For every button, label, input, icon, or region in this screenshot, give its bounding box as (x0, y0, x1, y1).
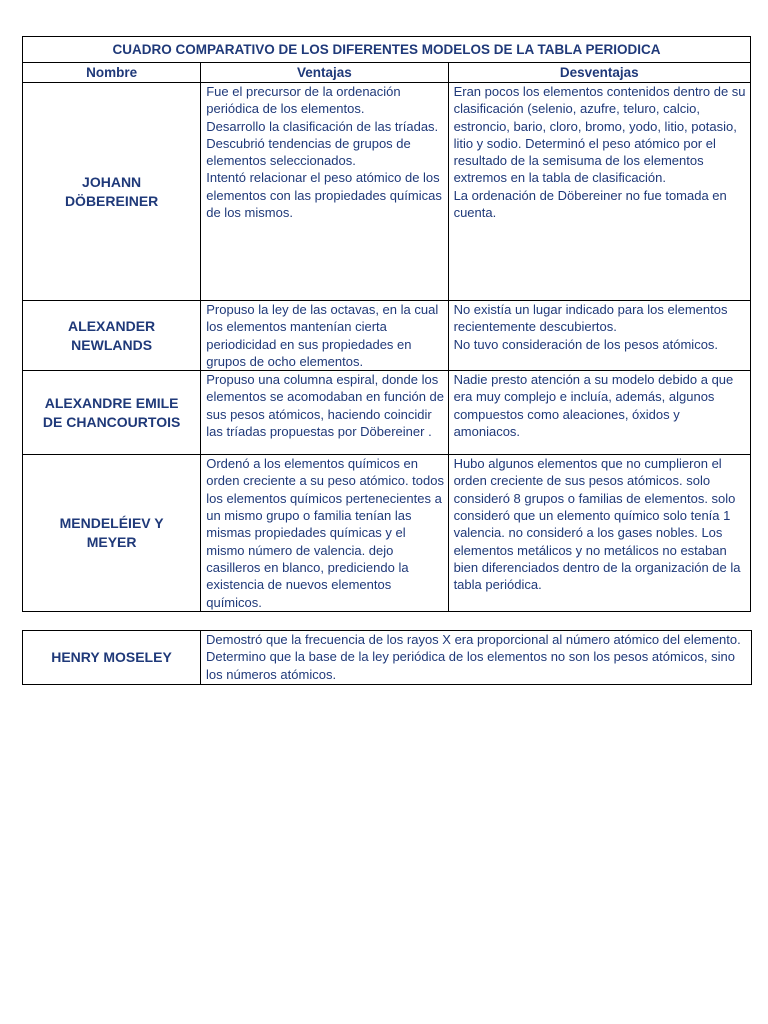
ventaja-text: Fue el precursor de la ordenación periódica de los elementos. (206, 84, 401, 117)
desventaja-text: Eran pocos los elementos contenidos dentro de su clasificación (selenio, azufre, teluro, calcio, estroncio, bario, cloro, bromo, yodo, litio, potasio, litio y sodio. Determinó el peso atómico por el resultado de la semisuma de los elementos extremos en la tabla de clasificación. (453, 84, 746, 186)
scientist-name: JOHANN DÖBEREINER (23, 83, 201, 301)
title-row (23, 37, 751, 63)
desventajas-cell (448, 83, 750, 301)
scientist-name: HENRY MOSELEY (23, 631, 201, 685)
desventaja-text: Nadie presto atención a su modelo debido a que era muy complejo e incluía, además, algunos compuestos como aleaciones, óxidos y amoniacos. (453, 372, 734, 440)
ventajas-cell (201, 371, 448, 455)
desventajas-cell (448, 371, 750, 455)
desventajas-cell (448, 301, 750, 371)
column-header-ventajas: Ventajas (201, 63, 448, 83)
comparison-table (22, 36, 751, 612)
ventaja-text: Propuso una columna espiral, donde los elementos se acomodaban en función de sus pesos atómicos, haciendo coincidir las tríadas propuestas por Döbereiner . (206, 372, 445, 440)
table-row (23, 455, 751, 612)
table-row (23, 371, 751, 455)
ventajas-cell (201, 301, 448, 371)
ventaja-text: Desarrollo la clasificación de las tríadas. (206, 118, 439, 134)
header-row (23, 63, 751, 83)
ventaja-text: Propuso la ley de las octavas, en la cual los elementos mantenían cierta periodicidad en sus propiedades en grupos de ocho elementos. (206, 302, 439, 369)
column-header-desventajas: Desventajas (448, 63, 750, 83)
ventaja-text: Ordenó a los elementos químicos en orden creciente a su peso atómico. todos los elementos químicos pertenecientes a un mismo grupo o familia tenían las mismas propiedades químicas y el mismo número de valencia. dejo casilleros en blanco, prediciendo la existencia de nuevos elementos químicos. (206, 456, 444, 610)
desventaja-text: La ordenación de Döbereiner no fue tomada en cuenta. (453, 187, 727, 221)
ventajas-cell (201, 455, 448, 612)
ventaja-text: Descubrió tendencias de grupos de elementos seleccionados. (206, 135, 411, 169)
table-title: CUADRO COMPARATIVO DE LOS DIFERENTES MODELOS DE LA TABLA PERIODICA (23, 37, 751, 63)
table-row (23, 631, 752, 685)
scientist-name: MENDELÉIEV Y MEYER (23, 455, 201, 612)
scientist-name: ALEXANDER NEWLANDS (23, 301, 201, 371)
desventajas-cell (448, 455, 750, 612)
column-header-nombre: Nombre (23, 63, 201, 83)
ventaja-text: Intentó relacionar el peso atómico de los elementos con las propiedades químicas de los mismos. (206, 170, 442, 221)
desventaja-text: No existía un lugar indicado para los elementos recientemente descubiertos. (453, 302, 728, 335)
table-row (23, 83, 751, 301)
moseley-text: Demostró que la frecuencia de los rayos X era proporcional al número atómico del elemento. Determino que la base de la ley periódica de los elementos no son los pesos atómicos, sino los números atómicos. (206, 632, 741, 682)
desventaja-text: No tuvo consideración de los pesos atómicos. (453, 336, 719, 352)
table-row (23, 301, 751, 371)
scientist-name: ALEXANDRE EMILE DE CHANCOURTOIS (23, 371, 201, 455)
desventaja-text: Hubo algunos elementos que no cumplieron el orden creciente de sus pesos atómicos. solo consideró 8 grupos o familias de elementos. solo consideró que un elemento químico solo tenía 1 valencia. no consideró a los gases nobles. Los elementos metálicos y no metálicos no estaban bien diferenciados dentro de la organización de la tabla periódica. (453, 456, 741, 593)
moseley-table (22, 630, 752, 685)
ventajas-cell (201, 83, 448, 301)
moseley-text-cell (201, 631, 752, 685)
